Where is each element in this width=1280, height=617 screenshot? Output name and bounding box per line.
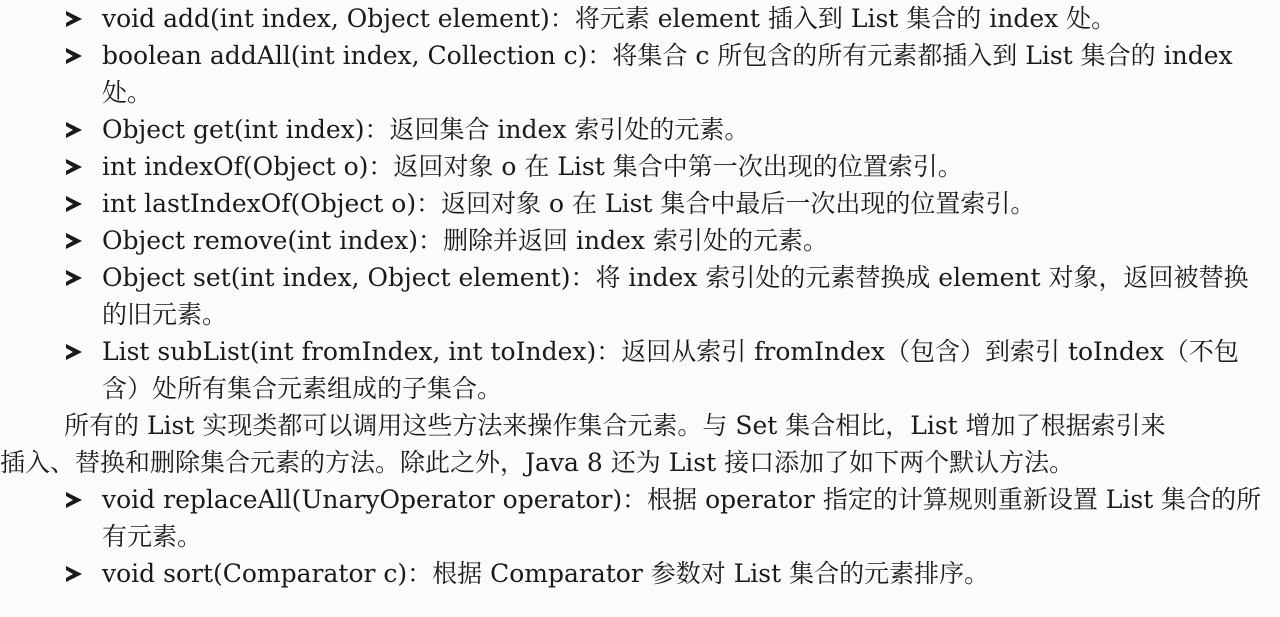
body-paragraph (0, 407, 1280, 481)
arrow-bullet-icon (66, 122, 82, 138)
list-item-text: Object remove(int index)：删除并返回 index 索引处的元素。 (102, 226, 828, 255)
arrow-bullet-icon (66, 11, 82, 27)
list-item-text: Object set(int index, Object element)：将 index 索引处的元素替换成 element 对象，返回被替换的旧元素。 (102, 263, 1249, 329)
list-item-indexof (0, 148, 1280, 185)
arrow-bullet-icon (66, 196, 82, 212)
paragraph-line-1: 所有的 List 实现类都可以调用这些方法来操作集合元素。与 Set 集合相比，List 增加了根据索引来 (64, 411, 1166, 440)
list-item-text: void add(int index, Object element)：将元素 element 插入到 List 集合的 index 处。 (102, 4, 1117, 33)
list-item-addall (0, 37, 1280, 111)
list-item-add (0, 0, 1280, 37)
list-item-text: int indexOf(Object o)：返回对象 o 在 List 集合中第一次出现的位置索引。 (102, 152, 963, 181)
list-item-sort (0, 555, 1280, 592)
arrow-bullet-icon (66, 48, 82, 64)
list-item-text: Object get(int index)：返回集合 index 索引处的元素。 (102, 115, 750, 144)
arrow-bullet-icon (66, 566, 82, 582)
arrow-bullet-icon (66, 344, 82, 360)
list-item-replaceall (0, 481, 1280, 555)
list-item-text: void sort(Comparator c)：根据 Comparator 参数对 List 集合的元素排序。 (102, 559, 990, 588)
list-item-set (0, 259, 1280, 333)
list-item-text: void replaceAll(UnaryOperator operator)：根据 operator 指定的计算规则重新设置 List 集合的所有元素。 (102, 485, 1262, 551)
list-item-sublist (0, 333, 1280, 407)
method-list-default (0, 481, 1280, 592)
list-item-get (0, 111, 1280, 148)
list-item-text: int lastIndexOf(Object o)：返回对象 o 在 List 集合中最后一次出现的位置索引。 (102, 189, 1036, 218)
list-item-lastindexof (0, 185, 1280, 222)
list-item-text: List subList(int fromIndex, int toIndex)：返回从索引 fromIndex（包含）到索引 toIndex（不包含）处所有集合元素组成的子集合。 (102, 337, 1239, 403)
list-item-text: boolean addAll(int index, Collection c)：将集合 c 所包含的所有元素都插入到 List 集合的 index 处。 (102, 41, 1233, 107)
list-item-remove (0, 222, 1280, 259)
paragraph-line-2: 插入、替换和删除集合元素的方法。除此之外，Java 8 还为 List 接口添加了如下两个默认方法。 (0, 448, 1075, 477)
arrow-bullet-icon (66, 492, 82, 508)
arrow-bullet-icon (66, 270, 82, 286)
arrow-bullet-icon (66, 233, 82, 249)
arrow-bullet-icon (66, 159, 82, 175)
